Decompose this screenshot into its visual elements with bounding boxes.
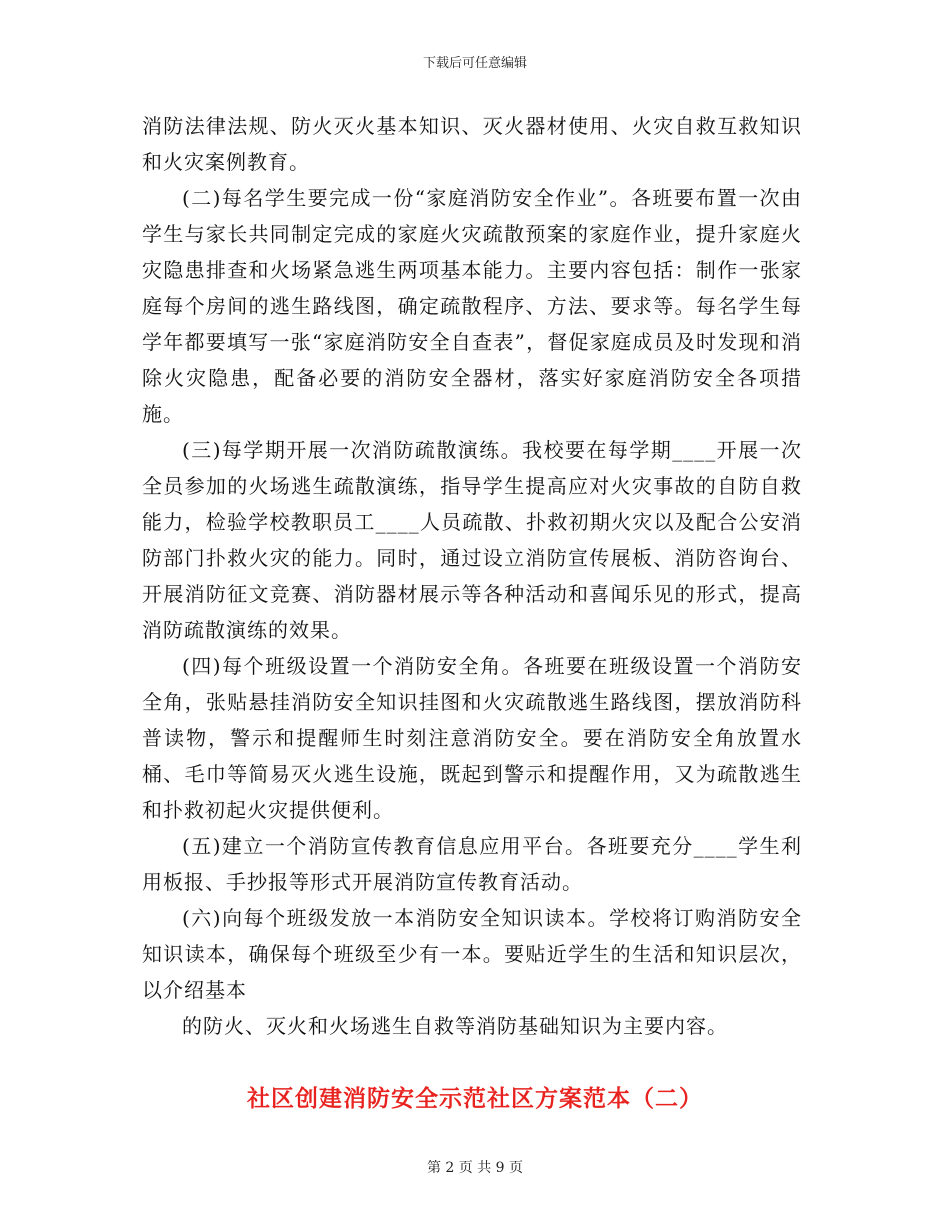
document-body	[142, 108, 802, 1044]
page-number-footer: 第 2 页 共 9 页	[426, 1160, 524, 1176]
paragraph-item-6-continued: 的防火、灭火和火场逃生自救等消防基础知识为主要内容。	[182, 1014, 728, 1038]
paragraph-item-4: (四)每个班级设置一个消防安全角。各班要在班级设置一个消防安全角，张贴悬挂消防安全知识挂图和火灾疏散逃生路线图，摆放消防科普读物，警示和提醒师生时刻注意消防安全。要在消防安全角放置水桶、毛巾等简易灭火逃生设施，既起到警示和提醒作用，又为疏散逃生和扑救初起火灾提供便利。	[142, 654, 802, 822]
paragraph-continuation: 消防法律法规、防火灭火基本知识、灭火器材使用、火灾自救互救知识和火灾案例教育。	[142, 114, 802, 174]
paragraph-item-6: (六)向每个班级发放一本消防安全知识读本。学校将订购消防安全知识读本，确保每个班级至少有一本。要贴近学生的生活和知识层次，以介绍基本	[142, 906, 802, 1002]
paragraph-item-2: (二)每名学生要完成一份“家庭消防安全作业”。各班要布置一次由学生与家长共同制定完成的家庭火灾疏散预案的家庭作业，提升家庭火灾隐患排查和火场紧急逃生两项基本能力。主要内容包括：制作一张家庭每个房间的逃生路线图，确定疏散程序、方法、要求等。每名学生每学年都要填写一张“家庭消防安全自查表”，督促家庭成员及时发现和消除火灾隐患，配备必要的消防安全器材，落实好家庭消防安全各项措施。	[142, 186, 802, 426]
paragraph-item-3: (三)每学期开展一次消防疏散演练。我校要在每学期____开展一次全员参加的火场逃生疏散演练，指导学生提高应对火灾事故的自防自救能力，检验学校教职员工____人员疏散、扑救初期火灾以及配合公安消防部门扑救火灾的能力。同时，通过设立消防宣传展板、消防咨询台、开展消防征文竞赛、消防器材展示等各种活动和喜闻乐见的形式，提高消防疏散演练的效果。	[142, 438, 802, 642]
section-heading: 社区创建消防安全示范社区方案范本（二）	[247, 1085, 703, 1112]
paragraph-item-5: (五)建立一个消防宣传教育信息应用平台。各班要充分____学生利用板报、手抄报等形式开展消防宣传教育活动。	[142, 834, 802, 894]
page-header-note: 下载后可任意编辑	[422, 56, 527, 71]
